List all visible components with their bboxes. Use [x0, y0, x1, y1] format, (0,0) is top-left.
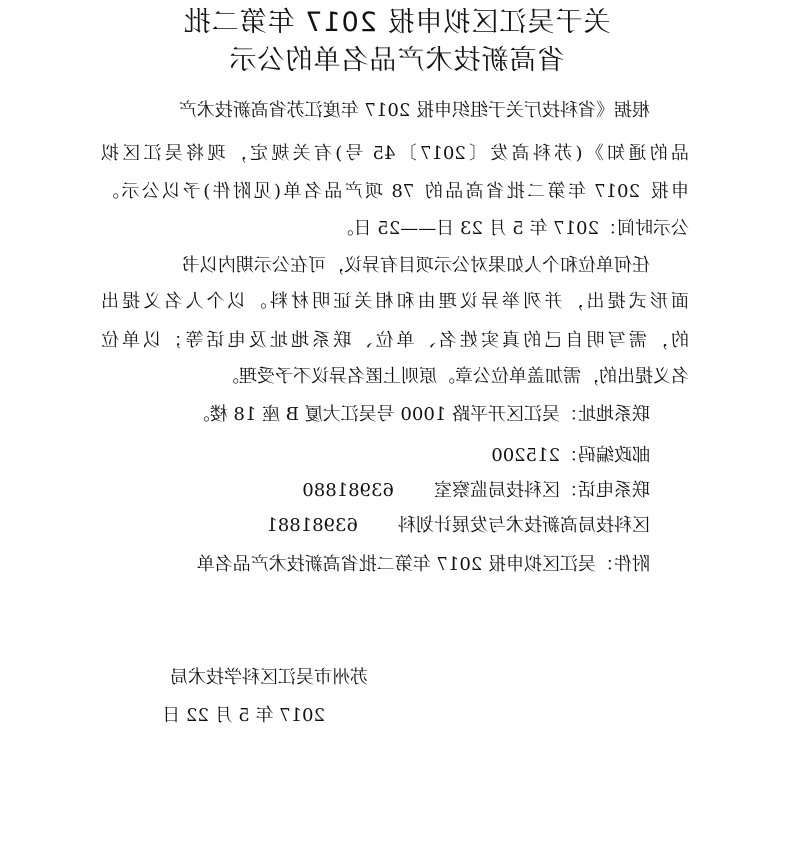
paragraph1-line4: 公示时间：2017 年 5 月 23 日——25 日。 [335, 218, 689, 239]
document-title-line2: 省高新技术产品名单的公示 [228, 45, 565, 76]
contact-phone-supervision: 联系电话：区科技局监察室 63981880 [302, 480, 650, 501]
paragraph2-line3: 的，需写明自己的真实姓名、单位、联系地址及电话等；以单位 [101, 330, 689, 351]
signature-org: 苏州市吴江区科学技术局 [170, 667, 368, 688]
document-title-line1: 关于吴江区拟申报 2017 年第二批 [182, 7, 611, 38]
paragraph2-line4: 名义提出的，需加盖单位公章。原则上匿名异议不予受理。 [221, 366, 689, 387]
contact-address: 联系地址：吴江区开平路 1000 号吴江大厦 B 座 18 楼。 [191, 404, 650, 425]
attachment-note: 附件：吴江区拟申报 2017 年第二批省高新技术产品名单 [196, 554, 650, 575]
contact-phone-planning: 区科技局高新技术与发展计划科 63981881 [266, 515, 650, 536]
paragraph1-line3: 申报 2017 年第二批省高品的 78 项产品名单(见附件)予以公示。 [101, 181, 689, 202]
contact-postcode: 邮政编码：215200 [491, 445, 650, 466]
signature-date: 2017 年 5 月 22 日 [162, 705, 325, 726]
paragraph1-line1: 根据《省科技厅关于组织申报 2017 年度江苏省高新技术产 [178, 100, 650, 121]
paragraph2-line1: 任何单位和个人如果对公示项目有异议，可在公示期内以书 [182, 255, 650, 276]
paragraph2-line2: 面形式提出，并列举异议理由和相关证明材料。以个人名义提出 [101, 291, 689, 312]
paragraph1-line2: 品的通知》(苏科高发〔2017〕45 号)有关规定，现将吴江区拟 [101, 143, 689, 164]
